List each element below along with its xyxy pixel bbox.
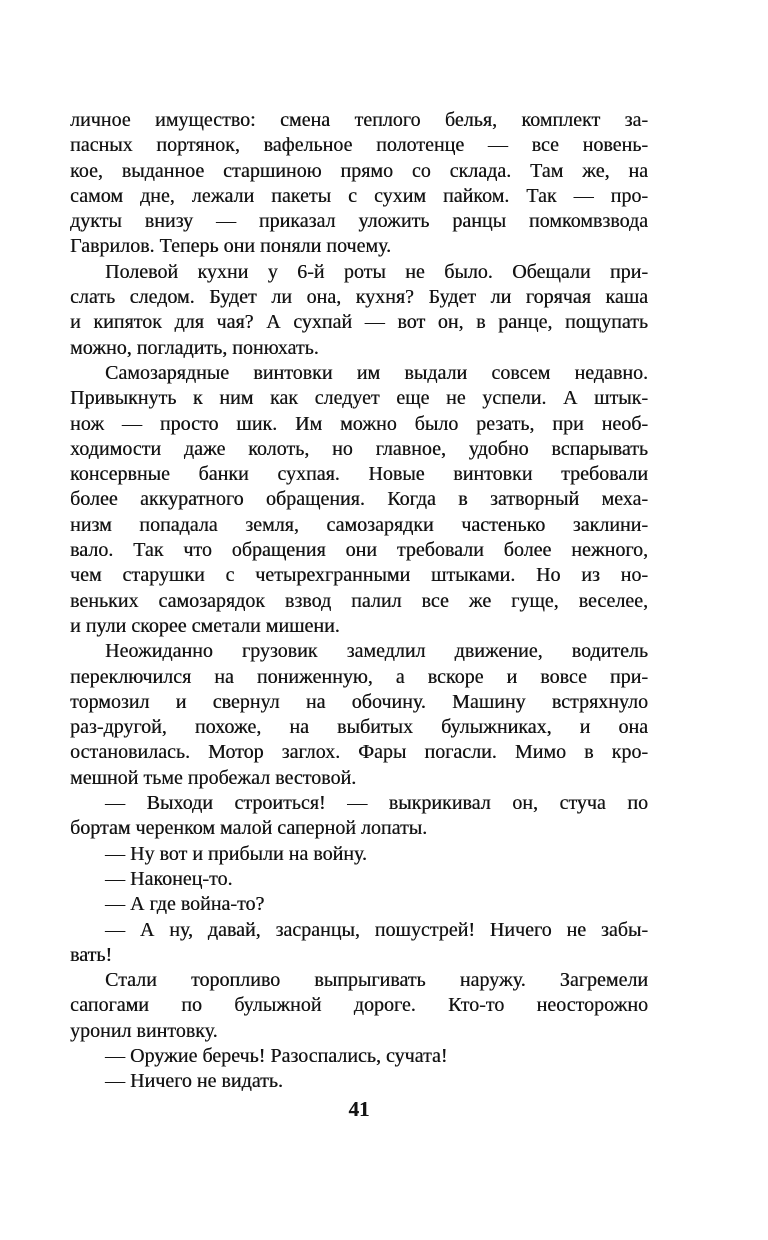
text-line: — Ну вот и прибыли на войну. [105, 842, 367, 865]
text-line: дукты внизу — приказал уложить ранцы помкомвзвода [70, 210, 648, 233]
text-line: пасных портянок, вафельное полотенце — все новень- [70, 134, 648, 157]
paragraph [70, 1044, 648, 1069]
page-text [70, 108, 648, 1095]
text-line: бортам черенком малой саперной лопаты. [70, 817, 428, 840]
paragraph [70, 918, 648, 969]
text-line: — Выходи строиться! — выкрикивал он, стуча по [105, 792, 648, 815]
text-line: Полевой кухни у 6-й роты не было. Обещали при- [105, 260, 648, 283]
text-line: ходимости даже колоть, но главное, удобно вспарывать [70, 437, 648, 460]
text-line: самом дне, лежали пакеты с сухим пайком. Так — про- [70, 184, 648, 207]
text-line: нож — просто шик. Им можно было резать, при необ- [70, 412, 648, 435]
text-line: вать! [70, 943, 113, 966]
paragraph [70, 639, 648, 791]
text-line: чем старушки с четырехгранными штыками. Но из но- [70, 564, 648, 587]
text-line: раз-другой, похоже, на выбитых булыжниках, и она [70, 716, 648, 739]
text-line: консервные банки сухпая. Новые винтовки требовали [70, 463, 648, 486]
paragraph [70, 968, 648, 1044]
text-line: Гаврилов. Теперь они поняли почему. [70, 235, 392, 258]
text-line: можно, погладить, понюхать. [70, 336, 319, 359]
paragraph [70, 1069, 648, 1094]
text-line: личное имущество: смена теплого белья, комплект за- [70, 109, 648, 131]
text-line: более аккуратного обращения. Когда в затворный меха- [70, 488, 648, 511]
text-line: — А где война-то? [105, 893, 265, 916]
text-line: — Наконец-то. [105, 867, 233, 890]
text-line: слать следом. Будет ли она, кухня? Будет ли горячая каша [70, 286, 648, 309]
text-line: кое, выданное старшиною прямо со склада. Там же, на [70, 159, 648, 182]
text-line: Самозарядные винтовки им выдали совсем недавно. [105, 361, 648, 384]
text-line: — Ничего не видать. [105, 1070, 283, 1093]
text-line: Привыкнуть к ним как следует еще не успели. А штык- [70, 387, 648, 410]
text-line: и пули скорее сметали мишени. [70, 614, 340, 637]
paragraph [70, 842, 648, 867]
text-line: остановилась. Мотор заглох. Фары погасли. Мимо в кро- [70, 741, 648, 764]
paragraph [70, 361, 648, 639]
text-line: веньких самозарядок взвод палил все же гуще, веселее, [70, 589, 648, 612]
text-line: — Оружие беречь! Разоспались, сучата! [105, 1044, 448, 1067]
text-line: мешной тьме пробежал вестовой. [70, 766, 357, 789]
paragraph [70, 892, 648, 917]
page-number: 41 [348, 1097, 370, 1121]
text-line: переключился на пониженную, а вскоре и вовсе при- [70, 665, 648, 688]
paragraph [70, 791, 648, 842]
text-line: уронил винтовку. [70, 1019, 218, 1042]
paragraph [70, 867, 648, 892]
text-line: Стали торопливо выпрыгивать наружу. Загремели [105, 969, 648, 992]
text-line: низм попадала земля, самозарядки частенько заклини- [70, 513, 648, 536]
text-line: вало. Так что обращения они требовали более нежного, [70, 539, 648, 562]
paragraph [70, 260, 648, 361]
text-line: Неожиданно грузовик замедлил движение, водитель [105, 640, 648, 663]
text-line: — А ну, давай, засранцы, пошустрей! Ничего не забы- [105, 918, 648, 941]
paragraph [70, 108, 648, 260]
text-line: и кипяток для чая? А сухпай — вот он, в ранце, пощупать [70, 311, 648, 334]
text-line: сапогами по булыжной дороге. Кто-то неосторожно [70, 994, 648, 1017]
text-line: тормозил и свернул на обочину. Машину встряхнуло [70, 690, 648, 713]
